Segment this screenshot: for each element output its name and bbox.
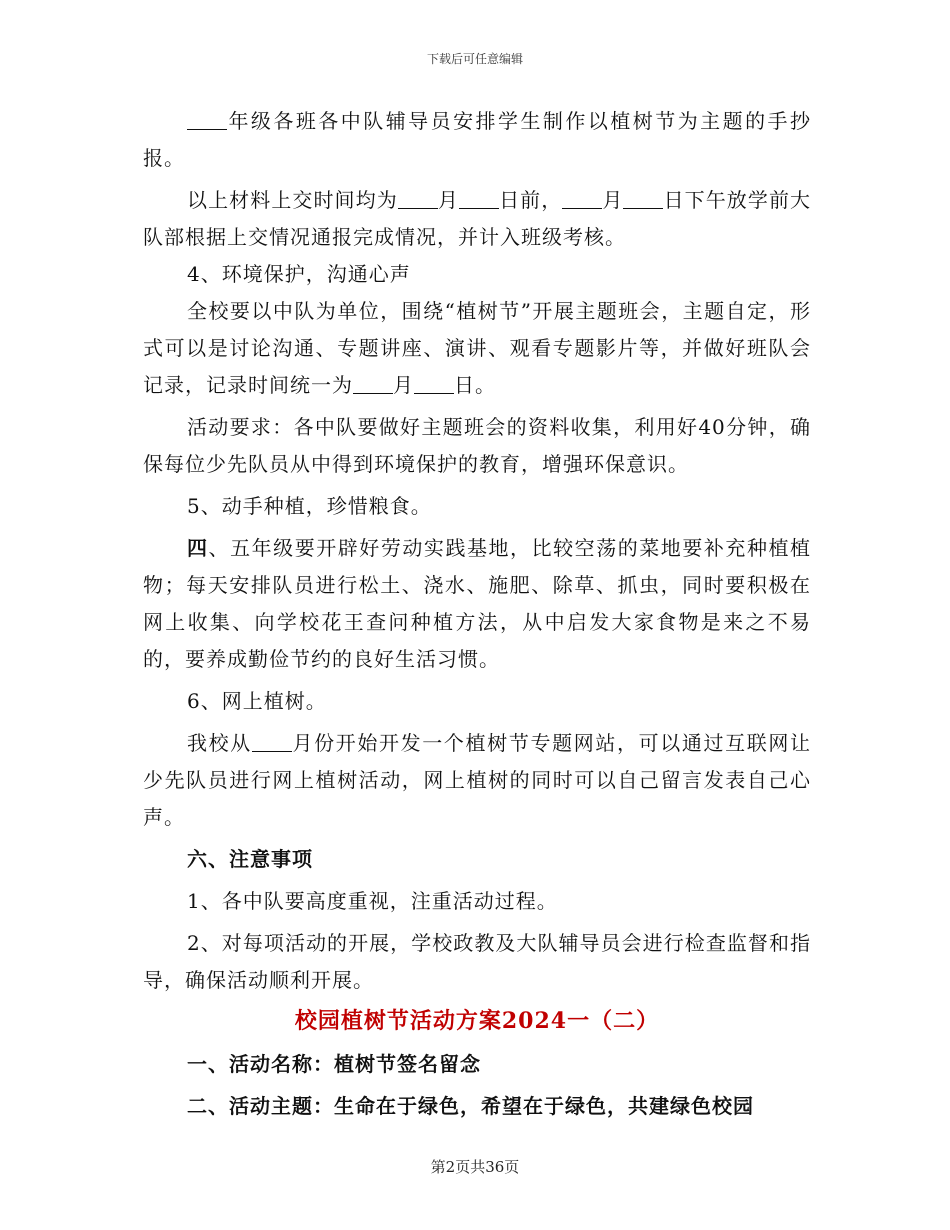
paragraph: 我校从 月份开始开发一个植树节专题网站，可以通过互联网让少先队员进行网上植树活动，网上植树的同时可以自己留言发表自己心声。 <box>143 731 812 829</box>
paragraph: 活动要求：各中队要做好主题班会的资料收集，利用好40分钟，确保每位少先队员从中得到环境保护的教育，增强环保意识。 <box>143 415 811 476</box>
blank-line <box>459 190 499 209</box>
document-body <box>143 103 811 1125</box>
paragraph: 2、对每项活动的开展，学校政教及大队辅导员会进行检查监督和指导，确保活动顺利开展。 <box>143 931 811 992</box>
page-footer: 第2页共36页 <box>430 1158 520 1176</box>
blank-line <box>187 111 227 130</box>
paragraph: 全校要以中队为单位，围绕“植树节”开展主题班会，主题自定，形式可以是讨论沟通、专题讲座、演讲、观看专题影片等，并做好班队会记录，记录时间统一为 月 日。 <box>143 299 811 397</box>
sub-heading: 5、动手种植，珍惜粮食。 <box>187 494 432 518</box>
section-title: 校园植树节活动方案2024一（二） <box>294 1008 660 1034</box>
list-item: 二、活动主题：生命在于绿色，希望在于绿色，共建绿色校园 <box>187 1094 754 1118</box>
sub-heading: 6、网上植树。 <box>187 689 327 713</box>
page-header: 下载后可任意编辑 <box>426 52 523 66</box>
list-item: 一、活动名称：植树节签名留念 <box>187 1052 481 1076</box>
paragraph: 四、五年级要开辟好劳动实践基地，比较空荡的菜地要补充种植植物；每天安排队员进行松土、浇水、施肥、除草、抓虫，同时要积极在网上收集、向学校花王查问种植方法，从中启发大家食物是来之不易的，要养成勤俭节约的良好生活习惯。 <box>143 536 812 671</box>
blank-line <box>252 733 292 752</box>
sub-heading: 4、环境保护，沟通心声 <box>187 262 411 286</box>
paragraph: 1、各中队要高度重视，注重活动过程。 <box>187 889 558 913</box>
blank-line <box>353 375 393 394</box>
paragraph: 年级各班各中队辅导员安排学生制作以植树节为主题的手抄报。 <box>143 109 811 170</box>
paragraph: 以上材料上交时间均为 月 日前， 月 日下午放学前大队部根据上交情况通报完成情况，并计入班级考核。 <box>143 188 812 249</box>
blank-line <box>562 190 602 209</box>
blank-line <box>414 375 454 394</box>
blank-line <box>398 190 438 209</box>
blank-line <box>623 190 663 209</box>
section-heading: 六、注意事项 <box>187 847 313 871</box>
